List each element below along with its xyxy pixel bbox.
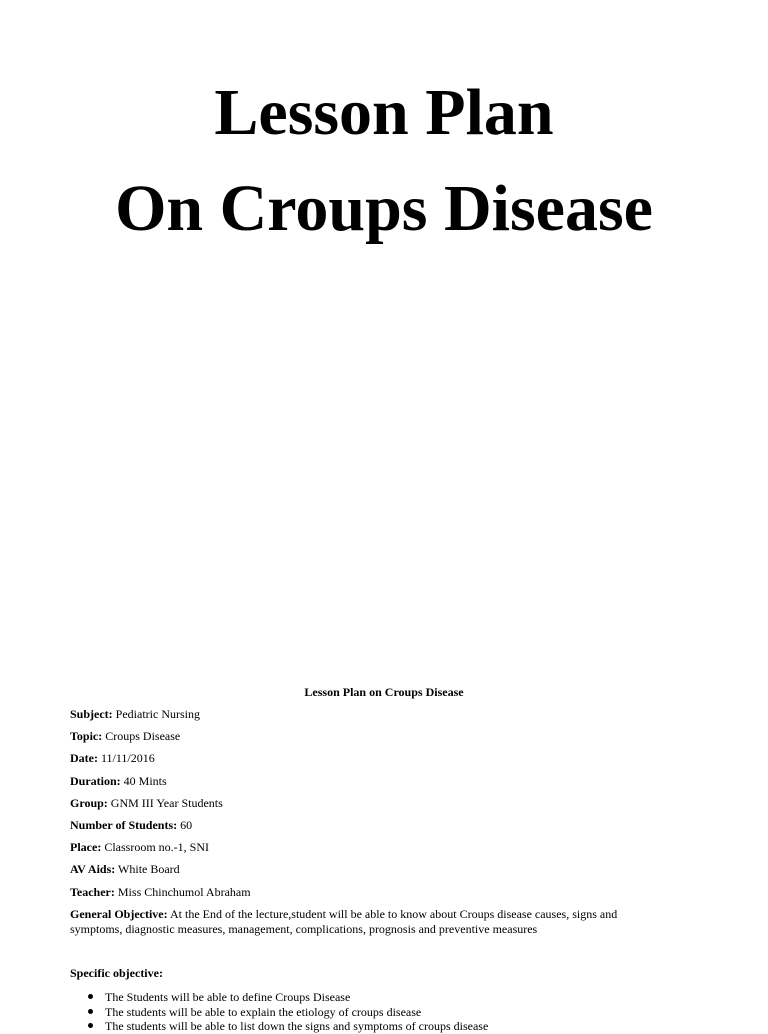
field-value: At the End of the lecture,student will be able to know about Croups disease causes, signs and symptoms, diagnostic measures, management, complications, prognosis and preventive measures <box>70 906 618 936</box>
field-value: 40 Mints <box>120 773 167 788</box>
field-label: Duration: <box>70 773 121 788</box>
field-label: General Objective: <box>70 906 168 921</box>
field-label: Place: <box>70 840 102 855</box>
field-teacher <box>70 885 710 907</box>
document-heading: Lesson Plan on Croups Disease <box>304 685 464 699</box>
field-label: Subject: <box>70 707 113 721</box>
field-label: Date: <box>70 751 98 766</box>
field-topic <box>70 729 710 751</box>
field-label: Number of Students: <box>70 817 178 832</box>
field-value: Classroom no.-1, SNI <box>101 840 209 855</box>
specific-objectives-list <box>70 990 710 1034</box>
lesson-details <box>70 707 710 937</box>
cover-title-line-1: Lesson Plan <box>214 76 554 149</box>
field-subject <box>70 707 710 729</box>
field-value: Pediatric Nursing <box>112 707 200 721</box>
field-value: White Board <box>115 862 180 877</box>
bullet-icon <box>88 1009 93 1014</box>
list-item <box>70 990 710 1005</box>
list-item <box>70 1019 710 1034</box>
field-value: Croups Disease <box>102 729 181 744</box>
bullet-icon <box>88 994 93 999</box>
field-value: 60 <box>177 817 193 832</box>
field-value: Miss Chinchumol Abraham <box>114 884 251 899</box>
objective-text: The students will be able to explain the etiology of croups disease <box>105 1004 422 1019</box>
specific-objective-heading: Specific objective: <box>70 966 163 980</box>
field-group <box>70 796 710 818</box>
field-date <box>70 751 710 773</box>
list-item <box>70 1005 710 1020</box>
field-duration <box>70 774 710 796</box>
field-number-of-students <box>70 818 710 840</box>
objective-text: The students will be able to list down the signs and symptoms of croups disease <box>105 1019 489 1033</box>
field-av-aids <box>70 862 710 884</box>
field-value: GNM III Year Students <box>107 795 223 810</box>
field-general-objective <box>70 907 670 937</box>
objective-text: The Students will be able to define Croups Disease <box>105 990 351 1004</box>
field-label: Teacher: <box>70 884 115 899</box>
field-label: AV Aids: <box>70 862 116 877</box>
field-place <box>70 840 710 862</box>
field-value: 11/11/2016 <box>97 751 155 766</box>
field-label: Group: <box>70 795 108 810</box>
cover-title-line-2: On Croups Disease <box>115 172 653 245</box>
field-label: Topic: <box>70 729 103 744</box>
